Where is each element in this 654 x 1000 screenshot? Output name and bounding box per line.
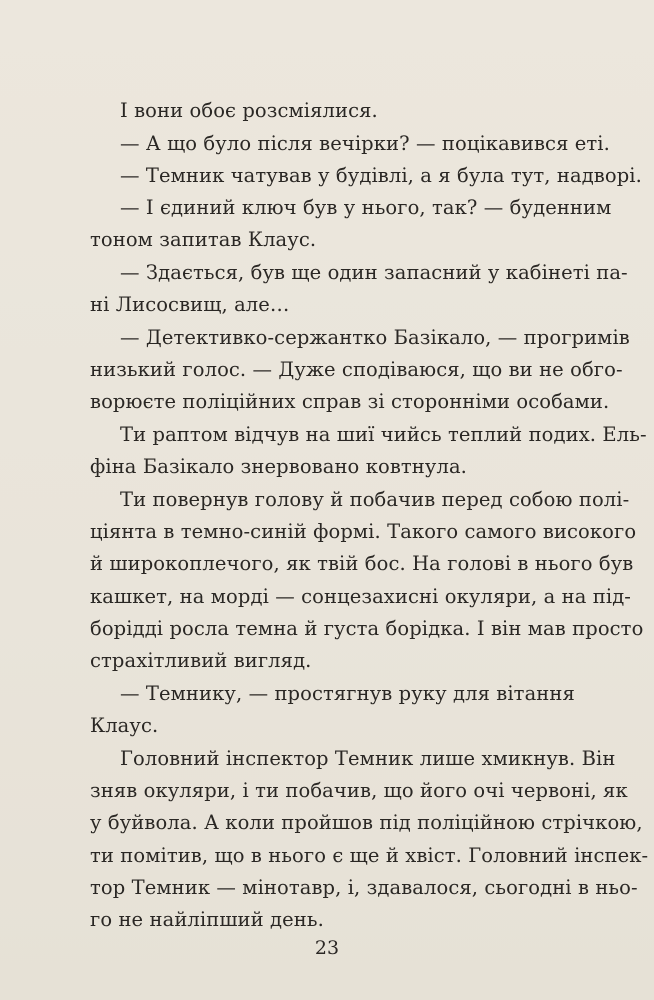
text-line: тор Темник — мінотавр, і, здавалося, сьогодні в ньо- (90, 876, 638, 899)
page-number: 23 (314, 937, 340, 959)
text-line: фіна Базікало знервовано ковтнула. (90, 455, 467, 478)
text-line: Ти раптом відчув на шиї чийсь теплий подих. Ель- (120, 423, 647, 446)
text-line: ціянта в темно-синій формі. Такого самого високого (90, 520, 637, 543)
text-line: кашкет, на морді — сонцезахисні окуляри, а на під- (90, 585, 631, 608)
text-line: тоном запитав Клаус. (90, 228, 317, 251)
text-line: й широкоплечого, як твій бос. На голові в нього був (90, 552, 634, 575)
text-line: Головний інспектор Темник лише хмикнув. Він (120, 747, 616, 770)
text-line: у буйвола. А коли пройшов під поліційною стрічкою, (90, 811, 643, 834)
text-line: — Темник чатував у будівлі, а я була тут, надворі. (120, 164, 642, 187)
text-line: — І єдиний ключ був у нього, так? — буденним (120, 196, 612, 219)
text-line: страхітливий вигляд. (90, 649, 312, 672)
text-line: го не найліпший день. (90, 908, 324, 931)
text-line: зняв окуляри, і ти побачив, що його очі червоні, як (90, 779, 628, 802)
text-line: Ти повернув голову й побачив перед собою полі- (120, 488, 630, 511)
text-line: — Темнику, — простягнув руку для вітання (120, 682, 575, 705)
text-line: ворюєте поліційних справ зі сторонніми особами. (90, 390, 610, 413)
text-line: — Детективко-сержантко Базікало, — прогримів (120, 326, 630, 349)
text-line: Клаус. (90, 714, 159, 737)
text-line: — А що було після вечірки? — поцікавився еті. (120, 132, 610, 155)
text-line: І вони обоє розсміялися. (120, 99, 378, 122)
text-line: низький голос. — Дуже сподіваюся, що ви не обго- (90, 358, 623, 381)
text-line: ти помітив, що в нього є ще й хвіст. Головний інспек- (90, 844, 649, 867)
text-line: борідді росла темна й густа борідка. І він мав просто (90, 617, 644, 640)
text-line: ні Лисосвищ, але… (90, 293, 290, 316)
text-line: — Здається, був ще один запасний у кабінеті па- (120, 261, 628, 284)
